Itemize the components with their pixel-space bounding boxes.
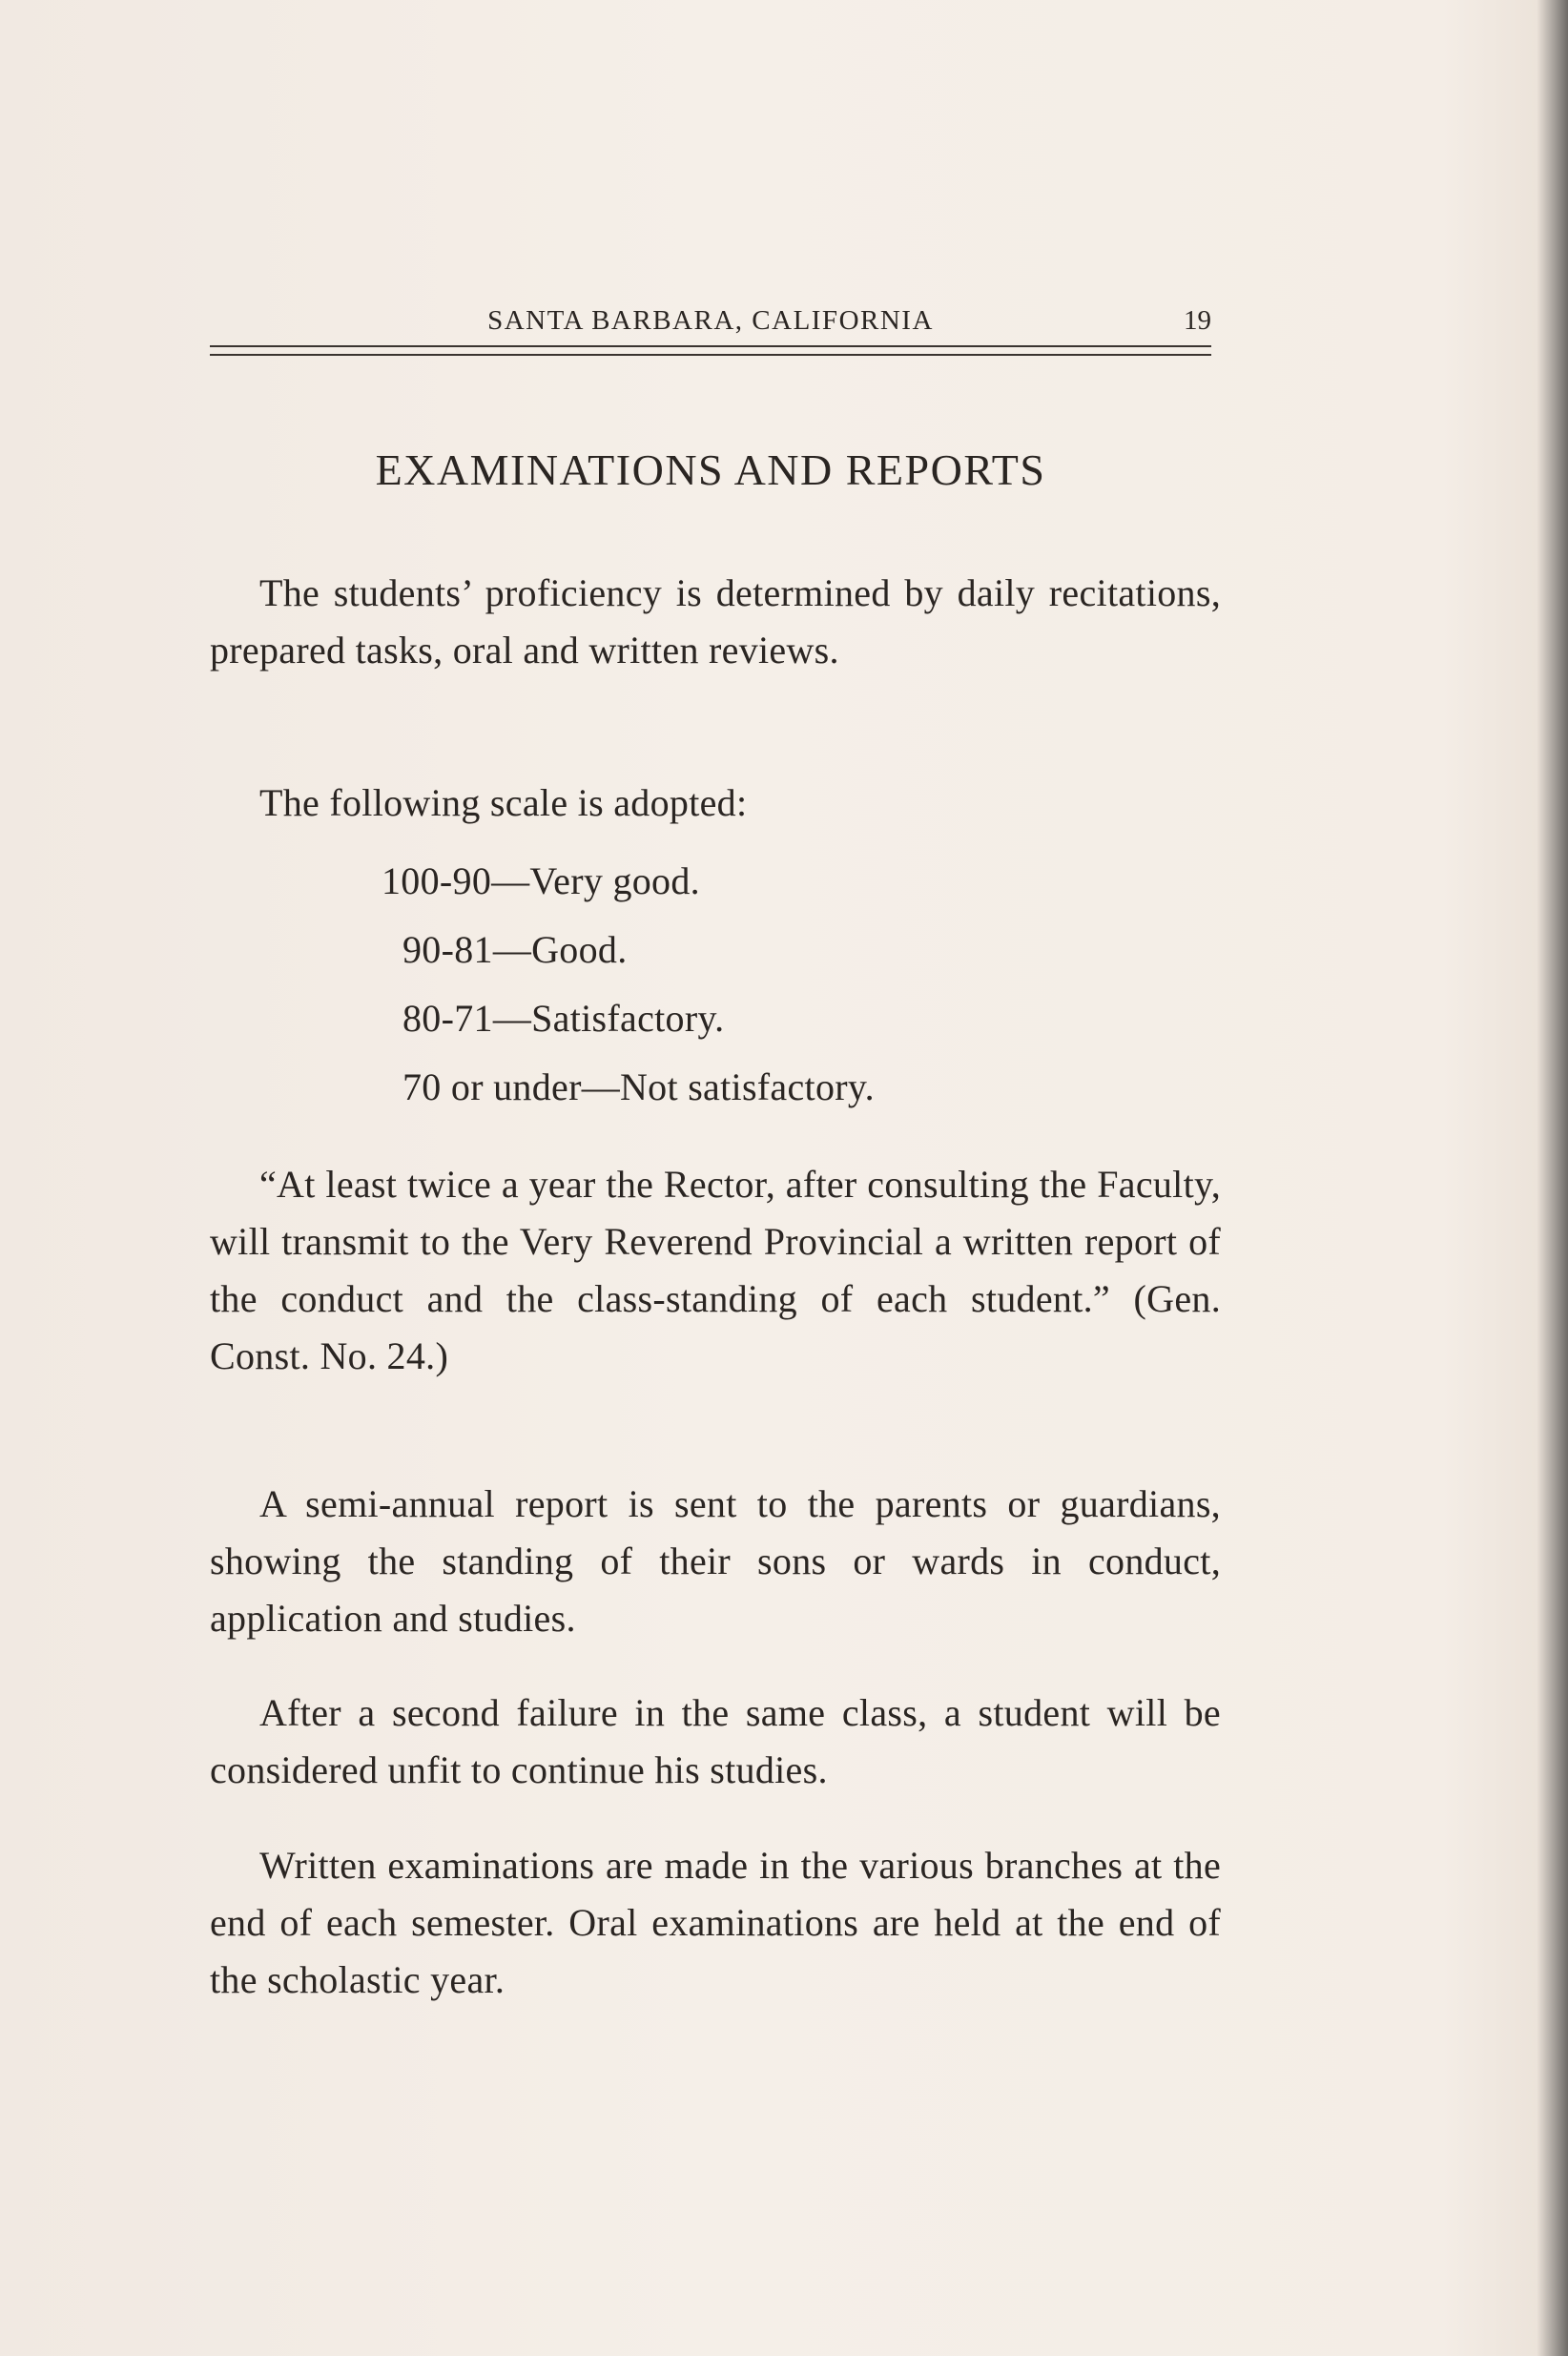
page-number: 19 — [1184, 305, 1211, 336]
header-rule-top — [210, 345, 1211, 347]
paragraph-report-quote: “At least twice a year the Rector, after consulting the Faculty, will transmit to the Very Reverend Provincial a written report of the conduct and the class-standing of each student.” (Gen. Const. No. 24.) — [210, 1163, 1221, 1377]
running-head — [210, 303, 1211, 341]
paragraph-semi-annual: A semi-annual report is sent to the parents or guardians, showing the standing of their sons or wards in conduct, application and studies. — [210, 1482, 1221, 1640]
scale-item: 90-81—Good. — [402, 928, 628, 971]
paragraph-scale-intro: The following scale is adopted: — [259, 781, 748, 824]
section-heading: EXAMINATIONS AND REPORTS — [375, 445, 1046, 494]
header-rule-bottom — [210, 354, 1211, 356]
scale-item: 80-71—Satisfactory. — [402, 997, 725, 1040]
paragraph-proficiency: The students’ proficiency is determined by daily recitations, prepared tasks, oral and written reviews. — [210, 571, 1221, 672]
scale-item: 70 or under—Not satisfactory. — [402, 1065, 875, 1108]
paragraph-written-exams: Written examinations are made in the various branches at the end of each semester. Oral examinations are held at the end of the scholastic year. — [210, 1844, 1221, 2001]
grading-scale-list — [382, 847, 875, 1122]
running-head-title: SANTA BARBARA, CALIFORNIA — [487, 305, 934, 336]
paragraph-failure: After a second failure in the same class, a student will be considered unfit to continue his studies. — [210, 1691, 1221, 1791]
scale-item: 100-90—Very good. — [382, 859, 700, 902]
